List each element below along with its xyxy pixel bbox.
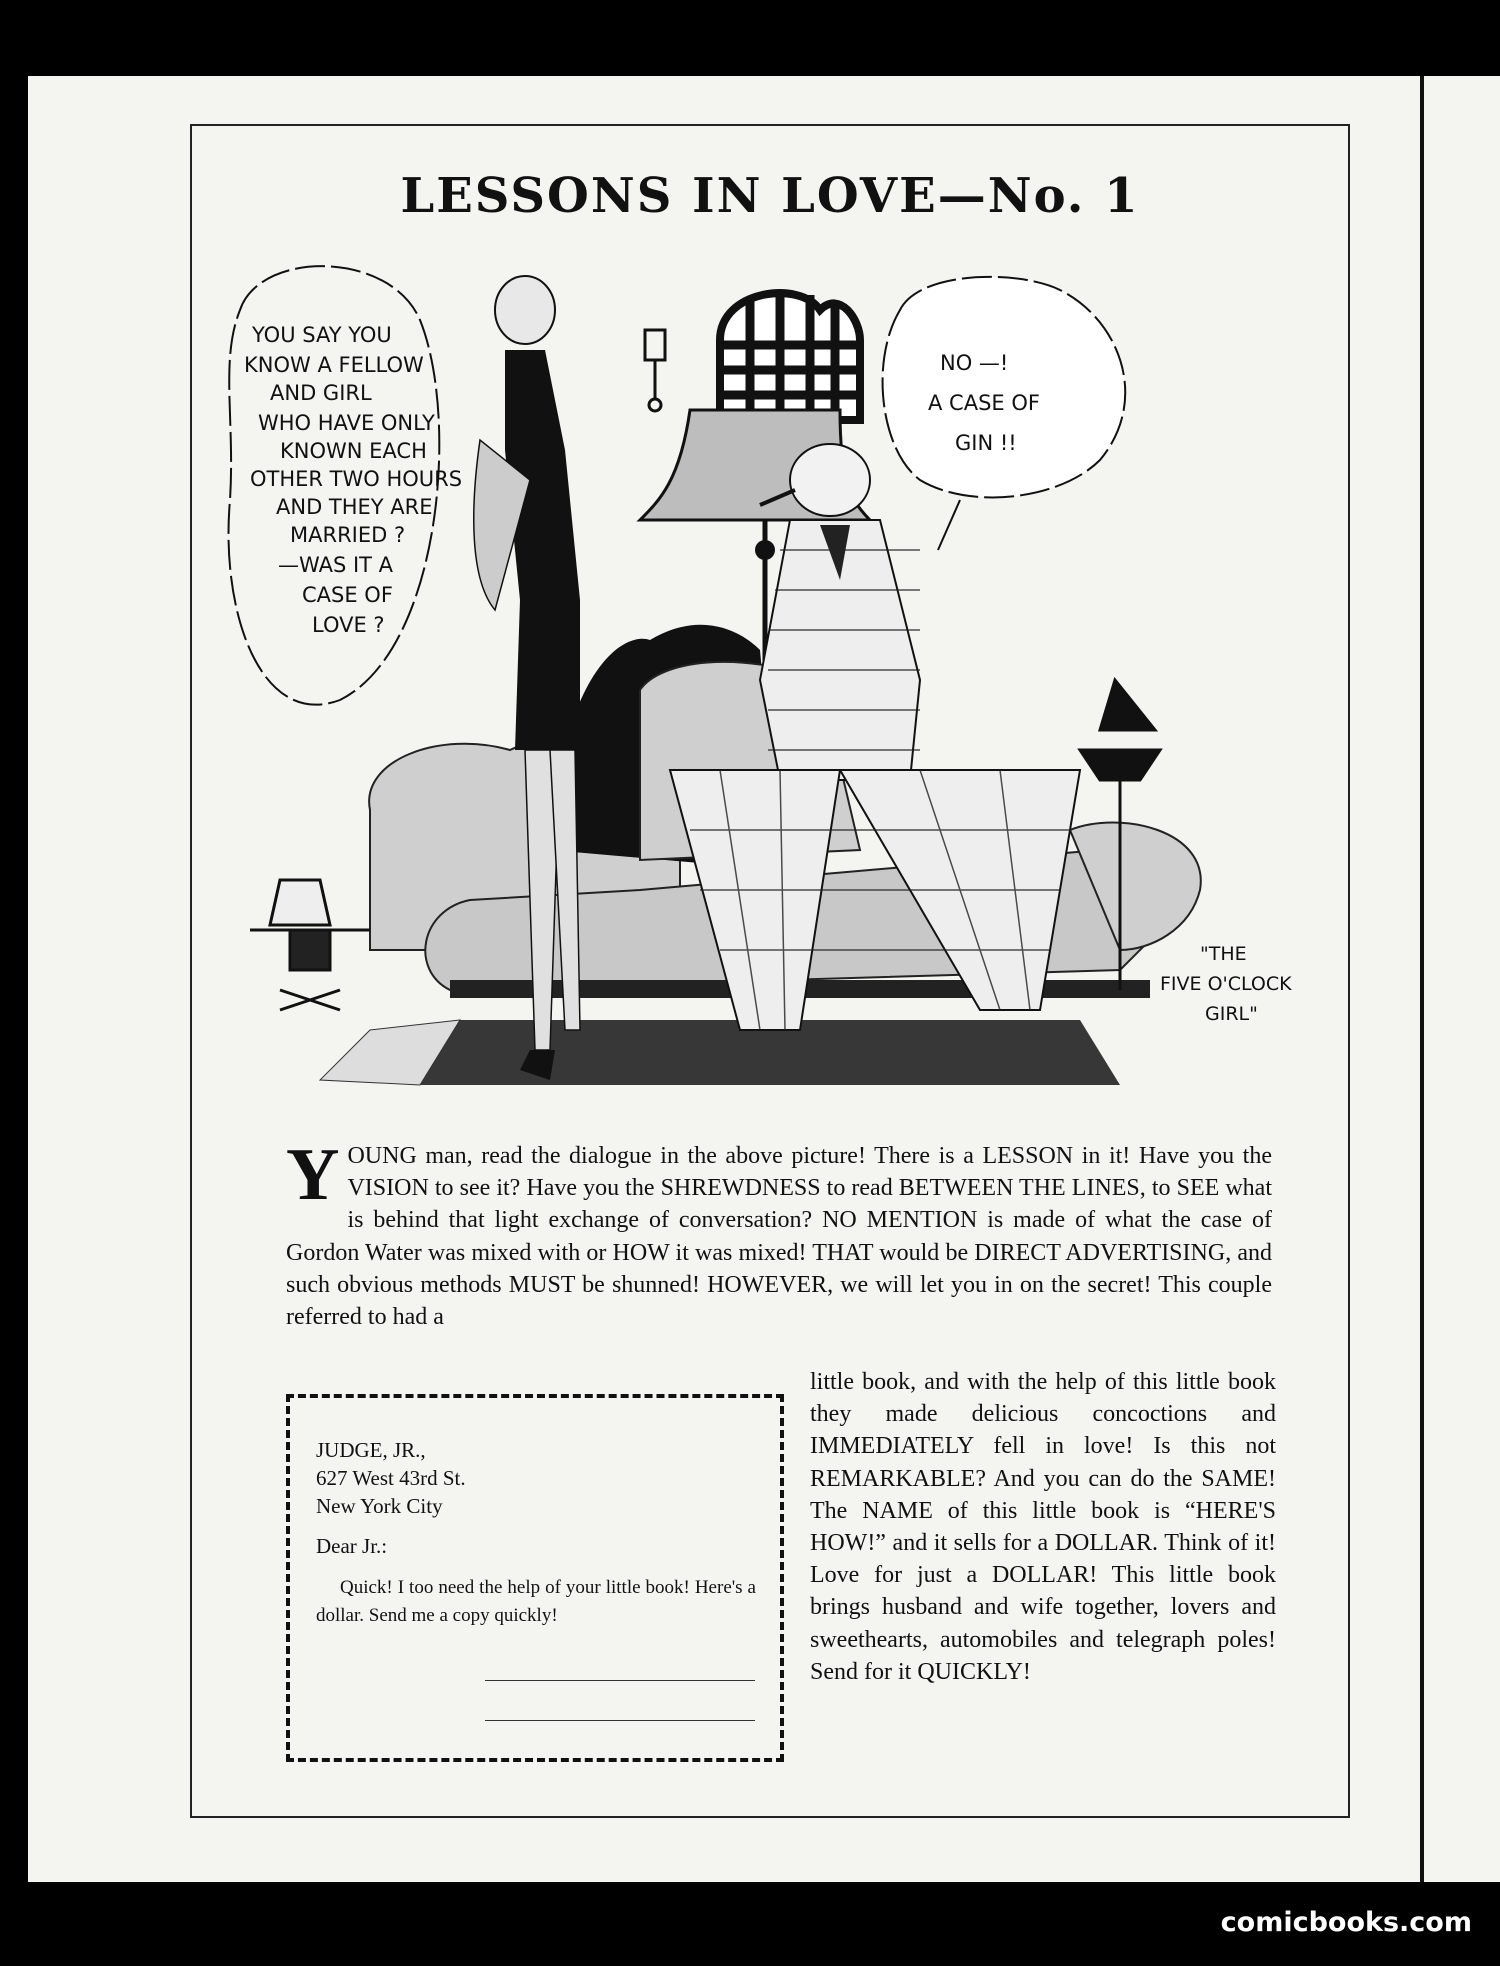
side-table-illustration [250,880,370,1010]
ad-copy-side: little book, and with the help of this little book they made delicious concoctions and IMMEDIATELY fell in love! Is this not REMARKABLE? And you can do the SAME! The NAME of this little book is “HERE'S HOW!” and it sells for a DOLLAR. Think of it! Love for just a DOLLAR! This little book brings husband and wife together, lovers and sweethearts, automobiles and telegraph poles! Send for it QUICKLY! [810,1369,1276,1685]
window-illustration [720,290,860,420]
facing-page [1420,76,1500,1882]
order-coupon[interactable] [286,1394,784,1762]
coupon-address [316,1436,466,1520]
signature-line: FIVE O'CLOCK [1160,973,1292,995]
speech-bubble-right [883,277,1126,550]
speech-line: KNOW A FELLOW [244,353,424,377]
artist-signature [1160,943,1292,1025]
speech-line: CASE OF [302,583,393,607]
drop-cap: Y [286,1134,340,1216]
speech-line: GIN !! [955,431,1017,455]
site-watermark: comicbooks.com [1220,1907,1472,1938]
speech-line: WHO HAVE ONLY [258,411,435,435]
signature-line: "THE [1200,943,1247,965]
ad-copy-main-text: OUNG man, read the dialogue in the above picture! There is a LESSON in it! Have you the VISION to see it? Have you the SHREWDNESS to read BETWEEN THE LINES, to SEE what is behind that light exchange of conversation? NO MENTION is made of what the case of Gordon Water was mixed with or HOW it was mixed! THAT would be DIRECT ADVERTISING, and such obvious methods MUST be shunned! HOWEVER, we will let you in on the secret! This couple referred to had a [286,1143,1272,1331]
speech-bubble-left [228,266,462,704]
signature-blank-line[interactable] [485,1680,755,1681]
speech-line: AND GIRL [270,381,372,405]
speech-line: LOVE ? [312,613,385,637]
speech-line: KNOWN EACH [280,439,427,463]
page-title: LESSONS IN LOVE—No. 1 [400,168,1140,224]
speech-line: OTHER TWO HOURS [250,467,463,491]
address-line: 627 West 43rd St. [316,1466,466,1490]
address-line: JUDGE, JR., [316,1438,426,1462]
speech-line: YOU SAY YOU [252,323,392,347]
ad-copy-main [286,1134,1272,1333]
cartoon-illustration [220,250,1320,1090]
address-blank-line[interactable] [485,1720,755,1721]
speech-line: AND THEY ARE [276,495,433,519]
coupon-salutation: Dear Jr.: [316,1534,388,1558]
address-line: New York City [316,1494,443,1518]
wall-sconce-illustration [645,330,665,411]
coupon-message: Quick! I too need the help of your little book! Here's a dollar. Send me a copy quickly! [316,1577,756,1626]
signature-line: GIRL" [1205,1003,1258,1025]
speech-line: A CASE OF [928,391,1040,415]
speech-line: MARRIED ? [290,523,406,547]
speech-line: NO —! [940,351,1009,375]
speech-line: —WAS IT A [278,553,394,577]
